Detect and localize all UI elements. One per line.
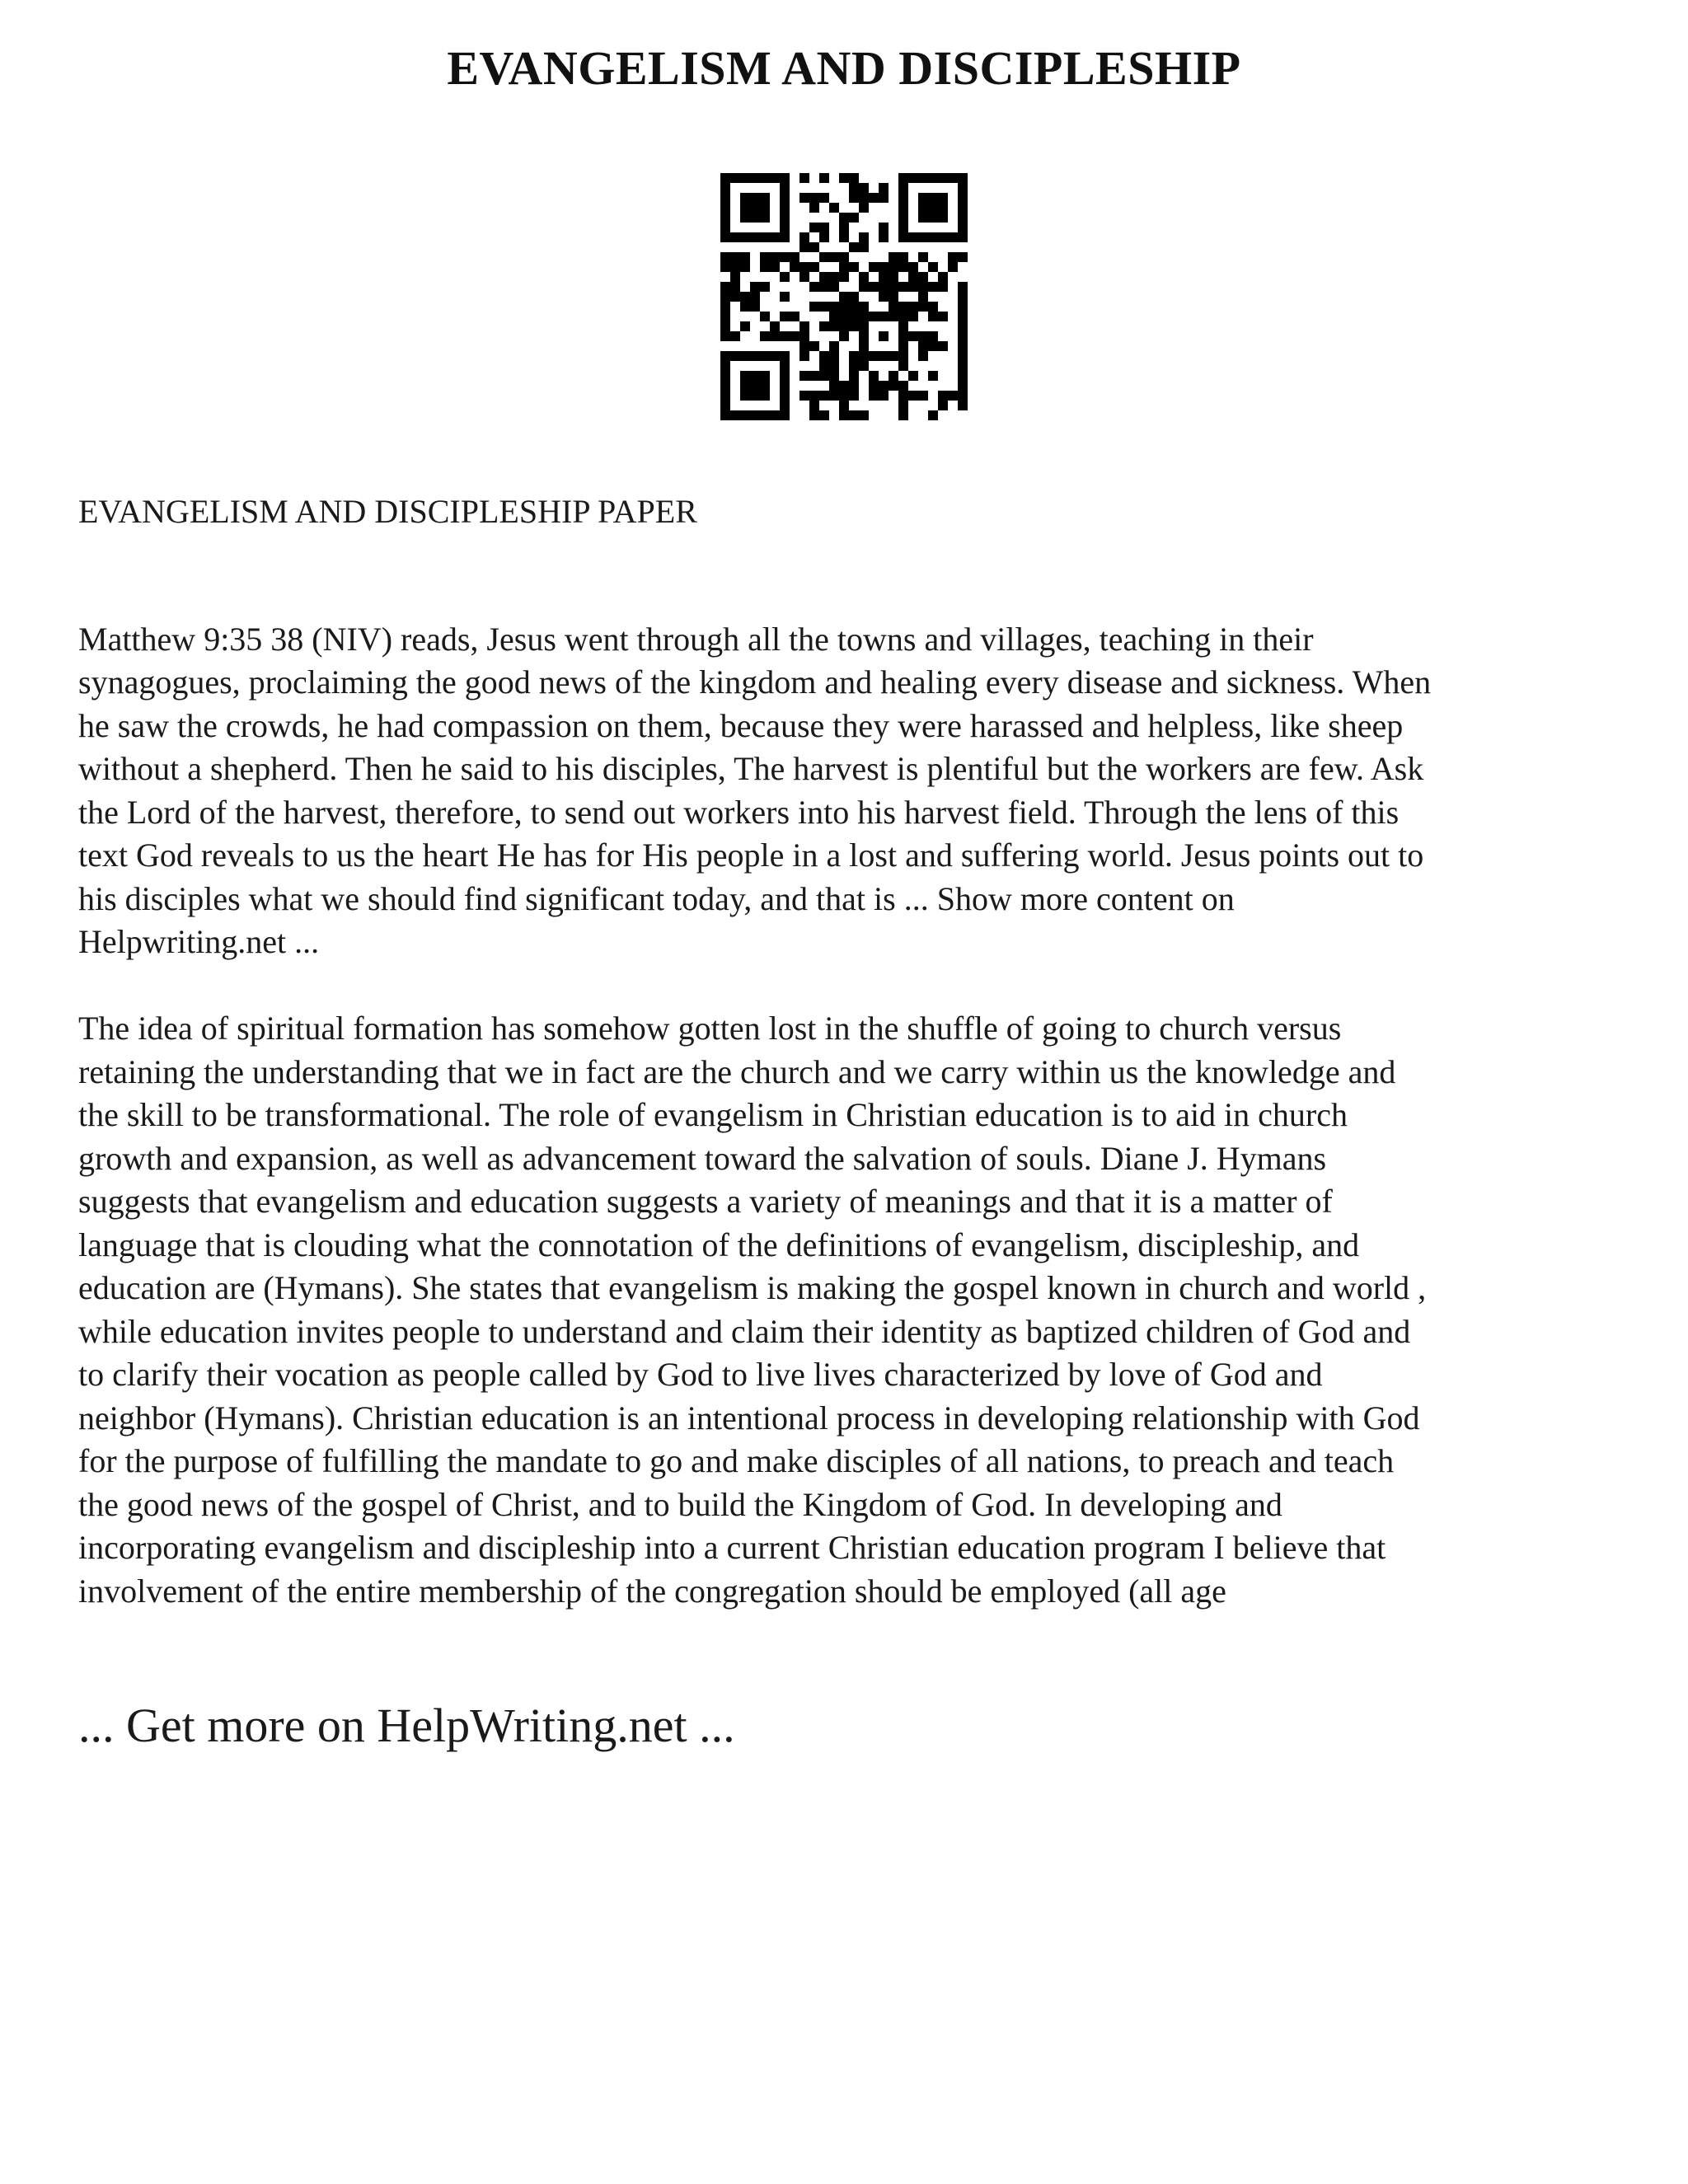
body-text — [78, 574, 1610, 1657]
document-title: EVANGELISM AND DISCIPLESHIP — [447, 41, 1241, 95]
qr-container — [78, 173, 1610, 420]
paper-heading: EVANGELISM AND DISCIPLESHIP PAPER — [78, 493, 697, 530]
paragraph-2: The idea of spiritual formation has somehow gotten lost in the shuffle of going to church versus retaining the understanding that we in fact are the church and we carry within us the knowledge and the skill to be transformational. The role of evangelism in Christian education is to aid in church growth and expansion, as well as advancement toward the salvation of souls. Diane J. Hymans suggests that evangelism and education suggests a variety of meanings and that it is a matter of language that is clouding what the connotation of the definitions of evangelism, discipleship, and education are (Hymans). She states that evangelism is making the gospel known in church and world , while education invites people to understand and claim their identity as baptized children of God and to clarify their vocation as people called by God to live lives characterized by love of God and neighbor (Hymans). Christian education is an intentional process in developing relationship with God for the purpose of fulfilling the mandate to go and make disciples of all nations, to preach and teach the good news of the gospel of Christ, and to build the Kingdom of God. In developing and incorporating evangelism and discipleship into a current Christian education program I believe that involvement of the entire membership of the congregation should be employed (all age — [78, 1010, 1427, 1610]
qr-code-icon[interactable] — [720, 173, 968, 420]
get-more-link[interactable]: ... Get more on HelpWriting.net ... — [78, 1698, 735, 1752]
paragraph-1: Matthew 9:35 38 (NIV) reads, Jesus went through all the towns and villages, teaching in their synagogues, proclaiming the good news of the kingdom and healing every disease and sickness. When he saw the crowds, he had compassion on them, because they were harassed and helpless, like sheep without a shepherd. Then he said to his disciples, The harvest is plentiful but the workers are few. Ask the Lord of the harvest, therefore, to send out workers into his harvest field. Through the lens of this text God reveals to us the heart He has for His people in a lost and suffering world. Jesus points out to his disciples what we should find significant today, and that is ... Show more content on Helpwriting.net ... — [78, 620, 1432, 960]
